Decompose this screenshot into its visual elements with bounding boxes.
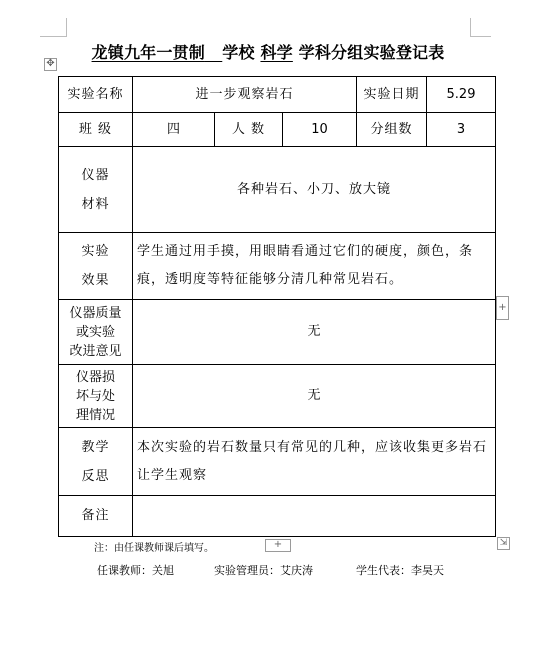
cell-group-count[interactable]: 3: [427, 113, 496, 147]
label-reflection-line1: 教学: [81, 439, 110, 455]
add-row-plus-icon[interactable]: +: [265, 539, 291, 552]
cell-experiment-name[interactable]: 进一步观察岩石: [133, 77, 357, 113]
row-damage: [59, 365, 496, 428]
page-title: [0, 40, 536, 63]
label-group-count: 分组数: [357, 113, 427, 147]
signature-student: 学生代表：李昊天: [356, 564, 444, 577]
move-handle-icon[interactable]: ✥: [44, 58, 57, 71]
signature-teacher: 任课教师：关旭: [97, 564, 174, 577]
title-rest: 学科分组实验登记表: [298, 43, 445, 62]
label-effect-line1: 实验: [81, 244, 110, 259]
label-damage-line1: 仪器损: [75, 369, 115, 385]
footer-note: 注：由任课教师课后填写。: [94, 543, 214, 554]
label-materials: [59, 147, 133, 233]
label-class: 班 级: [59, 113, 133, 147]
row-effect: [59, 233, 496, 300]
row-remarks: [59, 496, 496, 537]
label-damage-line3: 理情况: [75, 407, 115, 423]
label-people-count: 人 数: [215, 113, 283, 147]
crop-mark-top-left: [40, 18, 67, 37]
label-damage: [59, 365, 133, 428]
label-reflection: [59, 428, 133, 496]
label-experiment-name: 实验名称: [59, 77, 133, 113]
cell-materials[interactable]: 各种岩石、小刀、放大镜: [133, 147, 496, 233]
title-school-word: 学校: [222, 43, 255, 62]
row-quality: [59, 300, 496, 365]
label-materials-line2: 材料: [81, 196, 110, 212]
label-experiment-date: 实验日期: [357, 77, 427, 113]
label-damage-line2: 坏与处: [75, 388, 115, 404]
cell-remarks[interactable]: [133, 496, 496, 537]
label-quality-line1: 仪器质量: [69, 305, 122, 321]
row-experiment-name: [59, 77, 496, 113]
table-resize-icon[interactable]: ⇲: [497, 537, 510, 550]
add-column-plus-icon[interactable]: +: [496, 296, 509, 320]
label-materials-line1: 仪器: [81, 167, 110, 183]
label-reflection-line2: 反思: [81, 468, 110, 484]
cell-people-count[interactable]: 10: [283, 113, 357, 147]
cell-class[interactable]: 四: [133, 113, 215, 147]
row-materials: [59, 147, 496, 233]
subject-name: 科学: [260, 43, 293, 62]
cell-damage[interactable]: 无: [133, 365, 496, 428]
label-effect-line2: 效果: [81, 273, 110, 288]
label-quality-line2: 或实验: [75, 324, 115, 340]
experiment-register-table: [58, 76, 496, 537]
signature-manager: 实验管理员：艾庆涛: [214, 564, 313, 577]
title-blank: [205, 43, 222, 62]
label-quality: [59, 300, 133, 365]
label-quality-line3: 改进意见: [69, 343, 122, 359]
label-effect: [59, 233, 133, 300]
cell-reflection[interactable]: 本次实验的岩石数量只有常见的几种，应该收集更多岩石让学生观察: [133, 428, 496, 496]
crop-mark-top-right: [470, 18, 491, 37]
cell-experiment-date[interactable]: 5.29: [427, 77, 496, 113]
row-class-info: [59, 113, 496, 147]
school-name: 龙镇九年一贯制: [91, 43, 205, 62]
row-reflection: [59, 428, 496, 496]
cell-effect[interactable]: 学生通过用手摸，用眼睛看通过它们的硬度，颜色，条痕，透明度等特征能够分清几种常见岩石。: [133, 233, 496, 300]
cell-quality[interactable]: 无: [133, 300, 496, 365]
label-remarks: 备注: [59, 496, 133, 537]
